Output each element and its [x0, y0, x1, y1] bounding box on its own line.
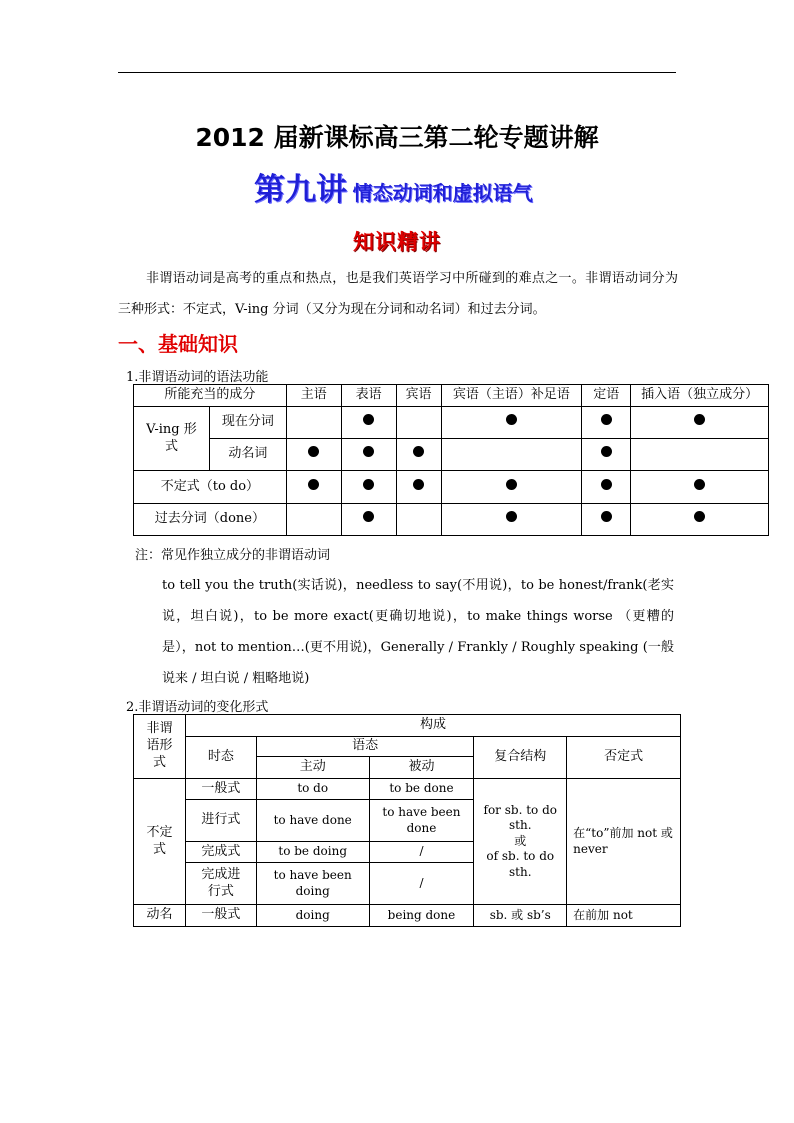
table-header-row: [134, 737, 681, 757]
note-label: 注：常见作独立成分的非谓语动词: [135, 548, 331, 563]
compose-header: 构成: [185, 715, 680, 737]
passive-header: 被动: [369, 757, 474, 779]
filled-dot-icon: [308, 446, 319, 457]
function-cell: [441, 504, 582, 536]
verb-forms-table: [133, 714, 681, 927]
passive-cell: being done: [369, 905, 474, 927]
row-label: 动名词: [209, 439, 286, 471]
function-cell: [441, 407, 582, 439]
header-cell: 主语: [286, 385, 341, 407]
voice-header: 语态: [256, 737, 474, 757]
table-row: [134, 407, 769, 439]
complex-header: 复合结构: [474, 737, 567, 779]
function-cell: [631, 407, 769, 439]
passive-cell: to have been done: [369, 800, 474, 842]
passive-cell: /: [369, 863, 474, 905]
header-cell: 表语: [341, 385, 396, 407]
gerund-label: 动名: [134, 905, 186, 927]
filled-dot-icon: [363, 414, 374, 425]
ving-label: V-ing 形式: [134, 407, 210, 471]
intro-paragraph: 非谓语动词是高考的重点和热点，也是我们英语学习中所碰到的难点之一。非谓语动词分为三种形式：不定式，V-ing 分词（又分为现在分词和动名词）和过去分词。: [118, 271, 678, 317]
complex-cell: sb. 或 sb’s: [474, 905, 567, 927]
infinitive-negative: 在“to”前加 not 或 never: [567, 779, 681, 905]
table-row: [134, 439, 769, 471]
section-heading: 一、基础知识: [118, 332, 238, 356]
table-row: [134, 504, 769, 536]
infinitive-complex: for sb. to do sth. 或 of sb. to do sth.: [474, 779, 567, 905]
function-cell: [441, 471, 582, 504]
function-cell: [396, 504, 441, 536]
tense-cell: 一般式: [185, 779, 256, 800]
passive-cell: /: [369, 842, 474, 863]
active-header: 主动: [256, 757, 369, 779]
function-cell: [396, 439, 441, 471]
table-row: [134, 779, 681, 800]
filled-dot-icon: [363, 446, 374, 457]
function-cell: [396, 471, 441, 504]
function-cell: [396, 407, 441, 439]
grammar-function-table: [133, 384, 769, 536]
document-title: 2012 届新课标高三第二轮专题讲解: [195, 123, 599, 152]
function-cell: [582, 471, 631, 504]
function-cell: [341, 439, 396, 471]
function-cell: [286, 439, 341, 471]
function-cell: [582, 407, 631, 439]
filled-dot-icon: [601, 446, 612, 457]
filled-dot-icon: [601, 511, 612, 522]
function-cell: [341, 504, 396, 536]
table-header-row: [134, 385, 769, 407]
tense-cell: 完成进行式: [185, 863, 256, 905]
tense-cell: 一般式: [185, 905, 256, 927]
header-cell: 所能充当的成分: [134, 385, 287, 407]
table-row: [134, 905, 681, 927]
tense-cell: 完成式: [185, 842, 256, 863]
note-text: to tell you the truth(实话说)，needless to say(不用说)，to be honest/frank(老实说，坦白说)，to be more exact(更确切地说)，to make things worse （更糟的是），not to mention…(更不用说)，Generally / Frankly / Roughly speaking (一般说来 / 坦白说 / 粗略地说): [162, 578, 674, 686]
row-label: 现在分词: [209, 407, 286, 439]
table-row: [134, 471, 769, 504]
header-cell: 插入语（独立成分）: [631, 385, 769, 407]
filled-dot-icon: [601, 479, 612, 490]
filled-dot-icon: [506, 414, 517, 425]
filled-dot-icon: [694, 414, 705, 425]
row-label: 过去分词（done）: [134, 504, 287, 536]
function-cell: [286, 407, 341, 439]
lecture-number: 第九讲: [254, 172, 347, 208]
passive-cell: to be done: [369, 779, 474, 800]
active-cell: doing: [256, 905, 369, 927]
tense-cell: 进行式: [185, 800, 256, 842]
active-cell: to do: [256, 779, 369, 800]
header-rule: [118, 72, 676, 73]
function-cell: [631, 439, 769, 471]
function-cell: [441, 439, 582, 471]
function-cell: [582, 439, 631, 471]
tense-header: 时态: [185, 737, 256, 779]
header-cell: 定语: [582, 385, 631, 407]
lecture-topic: 情态动词和虚拟语气: [352, 181, 533, 205]
function-cell: [341, 471, 396, 504]
negative-cell: 在前加 not: [567, 905, 681, 927]
header-cell: 宾语: [396, 385, 441, 407]
filled-dot-icon: [363, 479, 374, 490]
filled-dot-icon: [694, 479, 705, 490]
active-cell: to be doing: [256, 842, 369, 863]
table-header-row: [134, 715, 681, 737]
section-subtitle: 知识精讲: [353, 230, 441, 254]
function-cell: [631, 471, 769, 504]
filled-dot-icon: [413, 479, 424, 490]
header-cell: 宾语（主语）补足语: [441, 385, 582, 407]
function-cell: [631, 504, 769, 536]
filled-dot-icon: [601, 414, 612, 425]
lecture-title: [254, 164, 544, 209]
infinitive-label: 不定式: [134, 779, 186, 905]
form-header: 非谓语形式: [134, 715, 186, 779]
filled-dot-icon: [694, 511, 705, 522]
active-cell: to have been doing: [256, 863, 369, 905]
filled-dot-icon: [308, 479, 319, 490]
table2-caption: 2.非谓语动词的变化形式: [126, 700, 269, 715]
function-cell: [341, 407, 396, 439]
row-label: 不定式（to do）: [134, 471, 287, 504]
filled-dot-icon: [506, 479, 517, 490]
function-cell: [286, 471, 341, 504]
function-cell: [286, 504, 341, 536]
filled-dot-icon: [413, 446, 424, 457]
filled-dot-icon: [363, 511, 374, 522]
filled-dot-icon: [506, 511, 517, 522]
table1-caption: 1.非谓语动词的语法功能: [126, 370, 269, 385]
negative-header: 否定式: [567, 737, 681, 779]
active-cell: to have done: [256, 800, 369, 842]
function-cell: [582, 504, 631, 536]
